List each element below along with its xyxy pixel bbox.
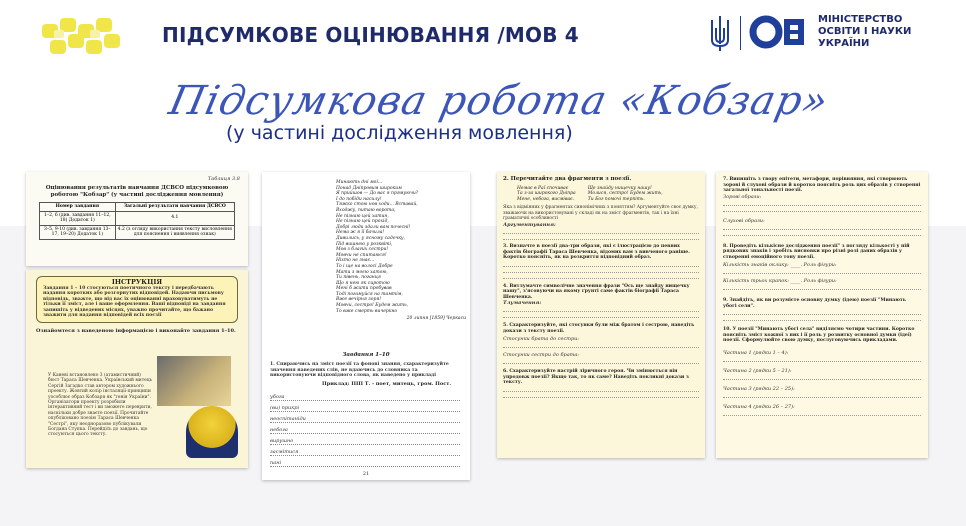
poem-line: То вже смерть вичеркно: [336, 308, 398, 314]
poem-line: Не пізнаю цей хатин,: [336, 213, 389, 219]
answer-line[interactable]: [503, 232, 699, 234]
audio-images-label: Слухові образи:: [723, 217, 765, 224]
answer-field[interactable]: (ви) прикрі: [270, 405, 460, 412]
instruction-box: [36, 276, 238, 323]
answer-line[interactable]: [723, 288, 921, 290]
table-header-row: [40, 203, 235, 212]
fragment-line: Та з-за широкого Дніпра: [517, 191, 576, 197]
poem-line: Ти півень, поганця: [336, 275, 381, 281]
question-6: 6. Схарактеризуйте настрій ліричного героя. Чи змінюється він упродовж поезії? Якщо так, то як саме? Наведіть покликні докази з тексту.: [503, 369, 689, 386]
answer-line[interactable]: [503, 271, 699, 273]
part-label: Частина 3 (рядки 22 – 25):: [723, 385, 795, 392]
poem-line: Ніхто не знає...: [336, 258, 375, 264]
table-header-cell: Номер завдання: [40, 203, 116, 212]
poem-line: Мов з благих сестри!: [336, 247, 389, 253]
table-header-cell: Загальні результати навчання ДСВСО: [115, 203, 234, 212]
answer-line[interactable]: [723, 360, 921, 362]
poem-source: 20 липня [1859] Черкаси: [406, 316, 466, 322]
answer-line[interactable]: [723, 378, 921, 380]
question-7: 7. Випишіть з твору епітети, метафори, порівняння, які створюють зорові й слухові образи й коротко поясніть роль цих образів у створенні загальної тональності поезії.: [723, 177, 921, 193]
answer-line[interactable]: [723, 414, 921, 416]
fragments: [517, 186, 699, 203]
poem-line: Минають дні мої...: [336, 180, 383, 185]
bust-photo: [157, 356, 231, 406]
table-row: [40, 225, 235, 239]
relation-label-b: Стосунки сестри до брата:: [503, 352, 580, 359]
yellow-bust-photo: [186, 406, 238, 458]
answer-line[interactable]: [723, 396, 921, 398]
answer-line[interactable]: [503, 265, 699, 267]
slide-heading: Підсумкова робота «Кобзар»: [165, 78, 833, 124]
answer-line[interactable]: [723, 234, 921, 236]
argument-label: Аргументування:: [503, 222, 556, 229]
table-row: [40, 211, 235, 225]
poem-line: Мені б жити пробував: [336, 286, 392, 292]
poem-line: Вже вечірня зоря!: [336, 297, 382, 303]
table-cell: 4.2 (з огляду використання тексту висловлення для пояснення і виявлення ознак): [115, 225, 234, 239]
answer-line[interactable]: [503, 390, 699, 392]
answer-field[interactable]: пані: [270, 460, 460, 467]
poem-line: Тяжко стою нов ходи... Вставай,: [336, 202, 418, 208]
ellipsis-count: Кількість трьох крапок: ____. Роль фігури:: [723, 278, 837, 284]
ministry-line-3: УКРАЇНИ: [818, 38, 870, 49]
page-number: 21: [362, 471, 370, 477]
ministry-logo-icon: [748, 14, 808, 50]
answer-fields: [270, 390, 460, 467]
answer-field[interactable]: убога: [270, 394, 460, 401]
instruction-title: ІНСТРУКЦІЯ: [111, 278, 163, 286]
poem-line: Мовчи не спитаюся!: [336, 252, 387, 258]
answer-line[interactable]: [503, 238, 699, 240]
answer-field[interactable]: неоспітаніди: [270, 416, 460, 423]
questions-a-content: [497, 172, 705, 398]
answer-line[interactable]: [723, 228, 921, 230]
answer-line[interactable]: [503, 310, 699, 312]
fragment-line: Мене, небога, висміває.: [517, 196, 575, 202]
question-9: 9. Знайдіть, як ви розумієте основну думку (ідею) поезії "Минають убогі сели".: [723, 298, 906, 309]
fragment-line: Немає в Раї спочиває: [517, 185, 569, 191]
fragment-a: [517, 186, 576, 203]
instruction-text: Завдання 1 – 10 стосуються поетичного тексту і передбачають надання коротких або розгорнутих відповідей. Надаючи письмову відповідь, зважте, що від вас їх оцінюванні враховуватимуть не тільки її зміст, але і ваше оформлення. Ваші відповіді на завдання запишіть у відведених місцях, уважно прочитайте, що бажано зважити для надання відповідей всіх поєзії: [43, 285, 226, 319]
table-page-label: Таблиця 3.8: [207, 176, 240, 182]
question-10: 10. У поезії "Минають убогі села" виділяємо чотири частини. Коротко поясніть зміст кожної з них і її роль у розвитку основної думки (ідеї) поезії. Сформулюйте свою думку, послуговуючись прикладами.: [723, 327, 915, 343]
poem-line: Дивились, у ясному садочку,: [336, 235, 405, 241]
relation-label-a: Стосунки брата до сестри:: [503, 336, 580, 343]
trident-icon: [708, 14, 732, 52]
section-heading: Ознайомтеся з наведеною інформацією і виконайте завдання 1–10.: [36, 328, 236, 335]
table-cell: 1–2, 6 (див. завдання 11–12, 18) Додаток 1): [40, 211, 116, 225]
intro-text: У Каневі встановлено 3 (атамистичний) бюст Тараса Шевченка. Український митець Сергій Загадко став автором художнього проекту. Жовтий колір інсталяції-принципи уособлює образ Кобзаря як "генія України". Організатори проекту розробили інтерактивний тест і ви зможете переврити, наскільки добре знаєте поезії. Прочитайте опубліковано поезію Тараса Шевченка "Сестрі", яку неодноразово публікували Богдана Ступка. Перейдіть до завдань, що стосуються цього тексту.: [48, 373, 152, 438]
table-cell: 4.1: [115, 211, 234, 225]
exclamation-count: Кількість знаків оклику: ____. Роль фігури:: [723, 262, 837, 268]
questions-page-b: [716, 172, 928, 458]
top-header: [0, 0, 966, 76]
poem-page: [262, 172, 470, 480]
question-1: 1. Спираючись на зміст поезії та фонові знання, схарактеризуйте значення наведених слів, не вдаючись до словника та використовуючи відповідного слова, як наведено у прикладі: [270, 362, 449, 378]
question-2: 2. Перечитайте два фрагменти з поезії.: [503, 176, 632, 182]
question-2-text: Яка з відмінних у фрагментах синонімічних з поняттям? Аргументуйте своє думку, зважаючи на використовувані у складі як на зміст фрагментів, так і на їхні граматичні особливості: [503, 205, 698, 221]
answer-line[interactable]: [503, 396, 699, 398]
table-cell: 3–5, 9-10 (див. завдання 13–17, 19–20) Додаток 1): [40, 225, 116, 239]
question-5: 5. Схарактеризуйте, які стосунки були між братом і сестрою, наведіть докази з тексту поезії.: [503, 323, 695, 334]
poem-line: Добрі люди здали вам почесні!: [336, 224, 411, 230]
part-label: Частина 2 (рядки 5 – 21):: [723, 367, 792, 374]
answer-line[interactable]: [503, 277, 699, 279]
answer-line[interactable]: [503, 316, 699, 318]
fragment-line: Молися, сестро! Будем жить,: [587, 191, 663, 197]
ministry-line-1: МІНІСТЕРСТВО: [818, 14, 903, 25]
fragment-line: Ще знайду нищечку нашу!: [587, 185, 652, 191]
poem-line: Тоді погамуйся на тамтім,: [336, 291, 403, 297]
poem-line: Нема ж я її бачила!: [336, 230, 385, 236]
table-title: Оцінювання результатів навчання ДСВСО підсумковою роботою "Кобзар" (у частині дослідження мовлення): [45, 185, 229, 198]
page-title: ПІДСУМКОВЕ ОЦІНЮВАННЯ /МОВ 4: [162, 23, 579, 47]
visual-images-label: Зорові образи:: [723, 193, 762, 200]
poem-line: Мовчи, сестро! Будем жить,: [336, 303, 409, 309]
answer-field[interactable]: вирушно: [270, 438, 460, 445]
answer-line[interactable]: [723, 204, 921, 206]
slide-subheading: (у частині дослідження мовлення): [226, 122, 573, 144]
answer-field[interactable]: небога: [270, 427, 460, 434]
answer-line[interactable]: [503, 362, 699, 364]
ministry-name: [818, 14, 911, 50]
assessment-table-page: [26, 172, 248, 266]
poem-text: [336, 180, 466, 322]
question-3: 3. Визначте в поезії два-три образи, які є ілюстрацією до певних фактів біографії Тараса Шевченка, відомих вам з вивченого раніше. Коротко поясніть, як на розкриття відповідний образ.: [503, 244, 690, 261]
answer-field[interactable]: засмітися: [270, 449, 460, 456]
interpretation-label: Тлумачення:: [503, 300, 542, 307]
poem-line: То і ще на волосі Добре: [336, 263, 393, 269]
fragment-b: [588, 186, 663, 203]
poem-line: Мати з моєю хатою,: [336, 269, 388, 275]
poem-line: Під вишнею у розквіті,: [336, 241, 393, 247]
logo-separator: [740, 16, 741, 50]
instruction-page: [26, 270, 248, 468]
part-label: Частина 1 (рядки 1 – 4):: [723, 349, 789, 356]
question-8: 8. Проведіть кількісне дослідження поезії" з погляду кількості у ній рядкових знаків і зробіть висновки про різні ролі даних образів у створенні емоційного тону поезії.: [723, 243, 910, 260]
poem-line: Що я нею як сиротою: [336, 280, 390, 286]
question-4: 4. Витлумачте символічне значення фрази "Ось ще знайду нищечку нашу", з'ясовуючи на якому ґрунті саме фактів біографії Тараса Шевченка.: [503, 283, 690, 300]
poem-line: Я прийшов — До вас я прямуючи?: [336, 191, 419, 197]
tasks-label: Завдання 1–10: [342, 352, 390, 358]
answer-line[interactable]: [723, 319, 921, 321]
poem-line: І до побіди насилу!: [336, 196, 382, 202]
answer-line[interactable]: [723, 313, 921, 315]
poem-line: Входжу, питаю ворота,: [336, 207, 396, 213]
answer-line[interactable]: [723, 272, 921, 274]
poem-line: Понад Дніпровим широким: [336, 185, 402, 191]
example-text: Приклад: ПІП Т. - поет, митець, гром. Пост.: [322, 381, 452, 387]
answer-line[interactable]: [503, 346, 699, 348]
yellow-pattern-logo: [40, 16, 122, 60]
poem-line: Не пізнаю цей прохід,: [336, 219, 389, 225]
assessment-table: [39, 202, 235, 240]
ministry-line-2: ОСВІТИ І НАУКИ: [818, 26, 912, 37]
questions-b-content: [716, 172, 928, 416]
questions-page-a: [497, 172, 705, 458]
fragment-line: Ти Бог помочі терпіть.: [587, 196, 645, 202]
answer-line[interactable]: [723, 210, 921, 212]
part-label: Частина 4 (рядки 26 – 27):: [723, 403, 795, 410]
